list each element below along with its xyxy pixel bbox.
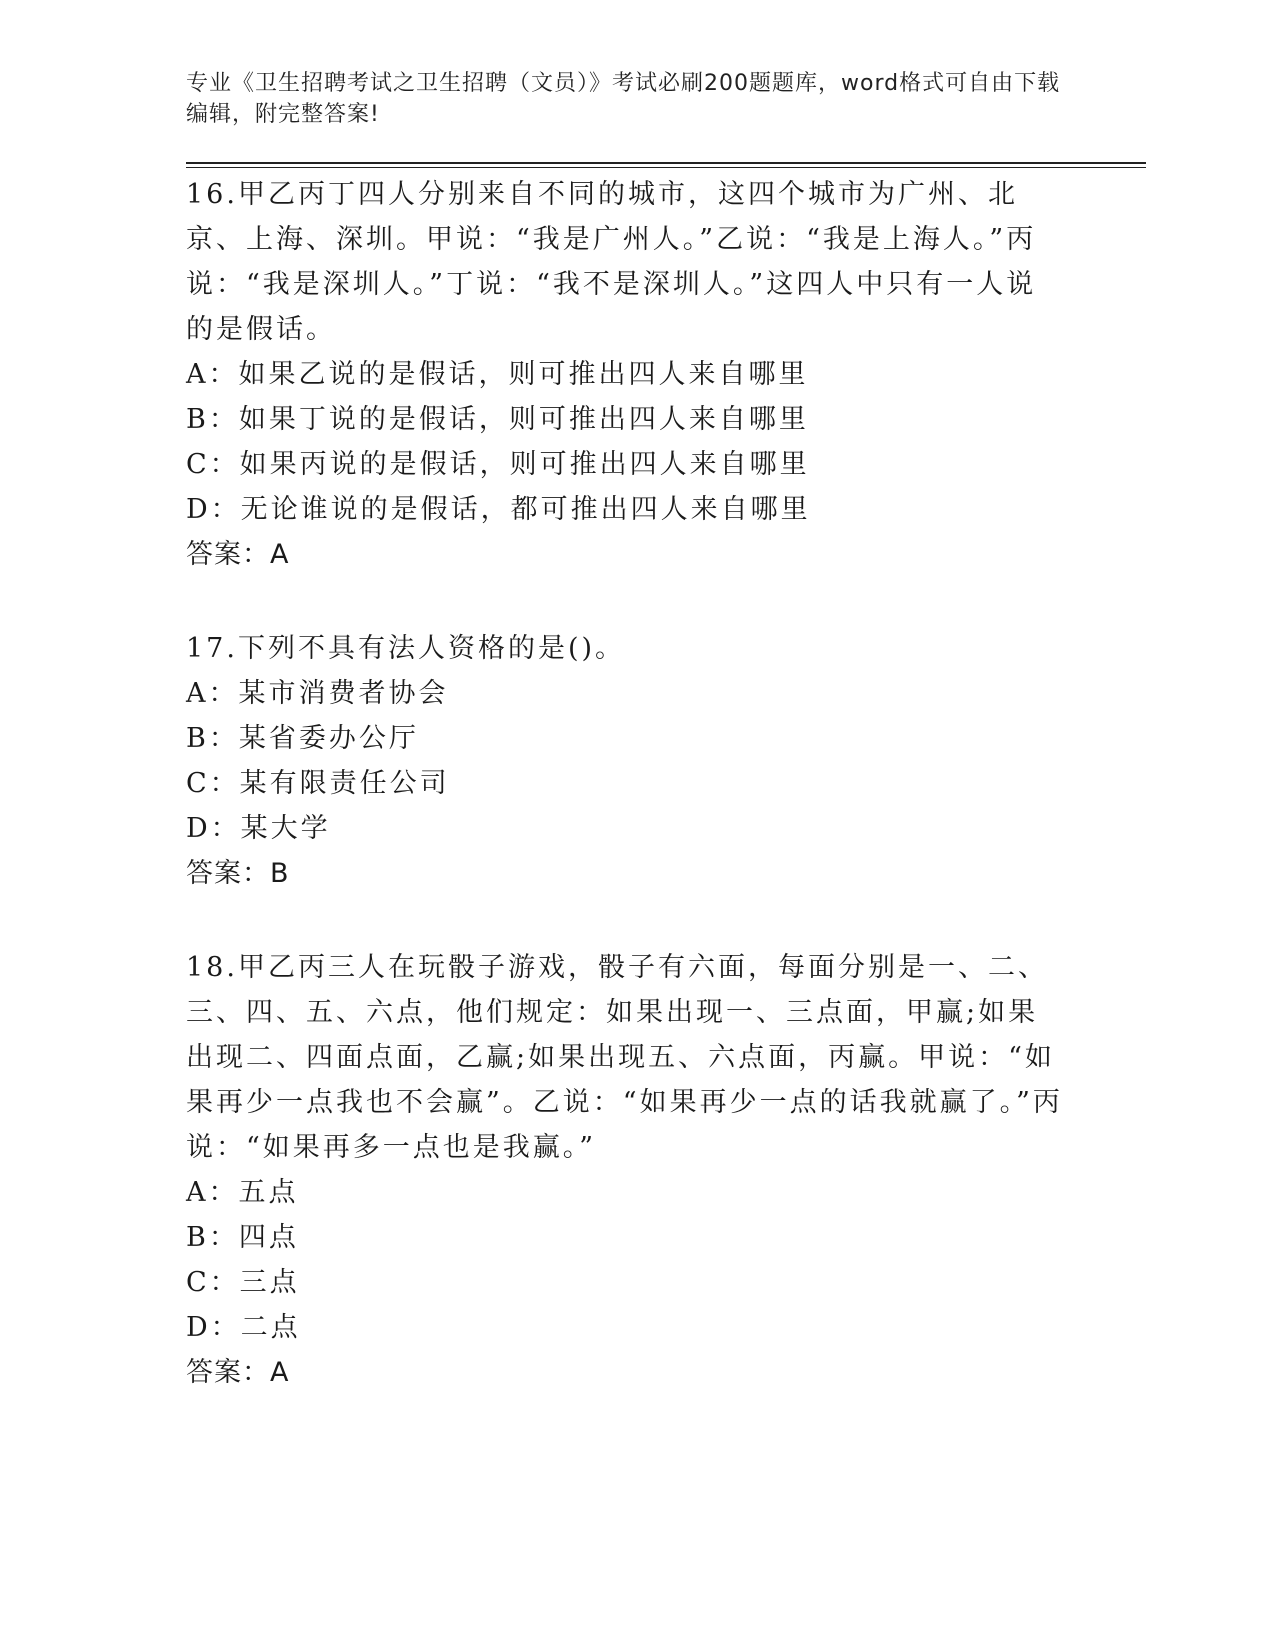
question-stem: 16.甲乙丙丁四人分别来自不同的城市，这四个城市为广州、北京、上海、深圳。甲说：“我是广州人。”乙说：“我是上海人。”丙说：“我是深圳人。”丁说：“我不是深圳人。”这四人中只有一人说的是假话。	[186, 179, 1037, 345]
document-header: 专业《卫生招聘考试之卫生招聘（文员）》考试必刷200题题库，word格式可自由下载编辑，附完整答案!	[186, 71, 1061, 127]
question-spacer	[186, 577, 1146, 622]
option-b: B：四点	[186, 1222, 299, 1253]
header-divider-thin	[186, 167, 1146, 168]
option-a: A：五点	[186, 1177, 299, 1208]
option-b: B：如果丁说的是假话，则可推出四人来自哪里	[186, 404, 809, 435]
question-17	[186, 626, 1146, 896]
option-b: B：某省委办公厅	[186, 723, 419, 754]
option-a: A：某市消费者协会	[186, 678, 449, 709]
question-stem: 18.甲乙丙三人在玩骰子游戏，骰子有六面，每面分别是一、二、三、四、五、六点，他们规定：如果出现一、三点面，甲赢;如果出现二、四面点面，乙赢;如果出现五、六点面，丙赢。甲说：“如果再少一点我也不会赢”。乙说：“如果再少一点的话我就赢了。”丙说：“如果再多一点也是我赢。”	[186, 952, 1063, 1163]
header-divider-thick	[186, 162, 1146, 164]
question-spacer	[186, 896, 1146, 941]
answer-line: 答案：A	[186, 539, 290, 570]
answer-line: 答案：A	[186, 1357, 290, 1388]
option-d: D：某大学	[186, 813, 331, 844]
option-d: D：二点	[186, 1312, 301, 1343]
option-c: C：三点	[186, 1267, 300, 1298]
option-c: C：某有限责任公司	[186, 768, 450, 799]
question-stem: 17.下列不具有法人资格的是()。	[186, 633, 626, 664]
question-18	[186, 945, 1146, 1395]
question-16	[186, 172, 1146, 577]
document-page	[186, 68, 1146, 1395]
option-d: D：无论谁说的是假话，都可推出四人来自哪里	[186, 494, 811, 525]
option-a: A：如果乙说的是假话，则可推出四人来自哪里	[186, 359, 809, 390]
answer-line: 答案：B	[186, 858, 290, 889]
option-c: C：如果丙说的是假话，则可推出四人来自哪里	[186, 449, 810, 480]
